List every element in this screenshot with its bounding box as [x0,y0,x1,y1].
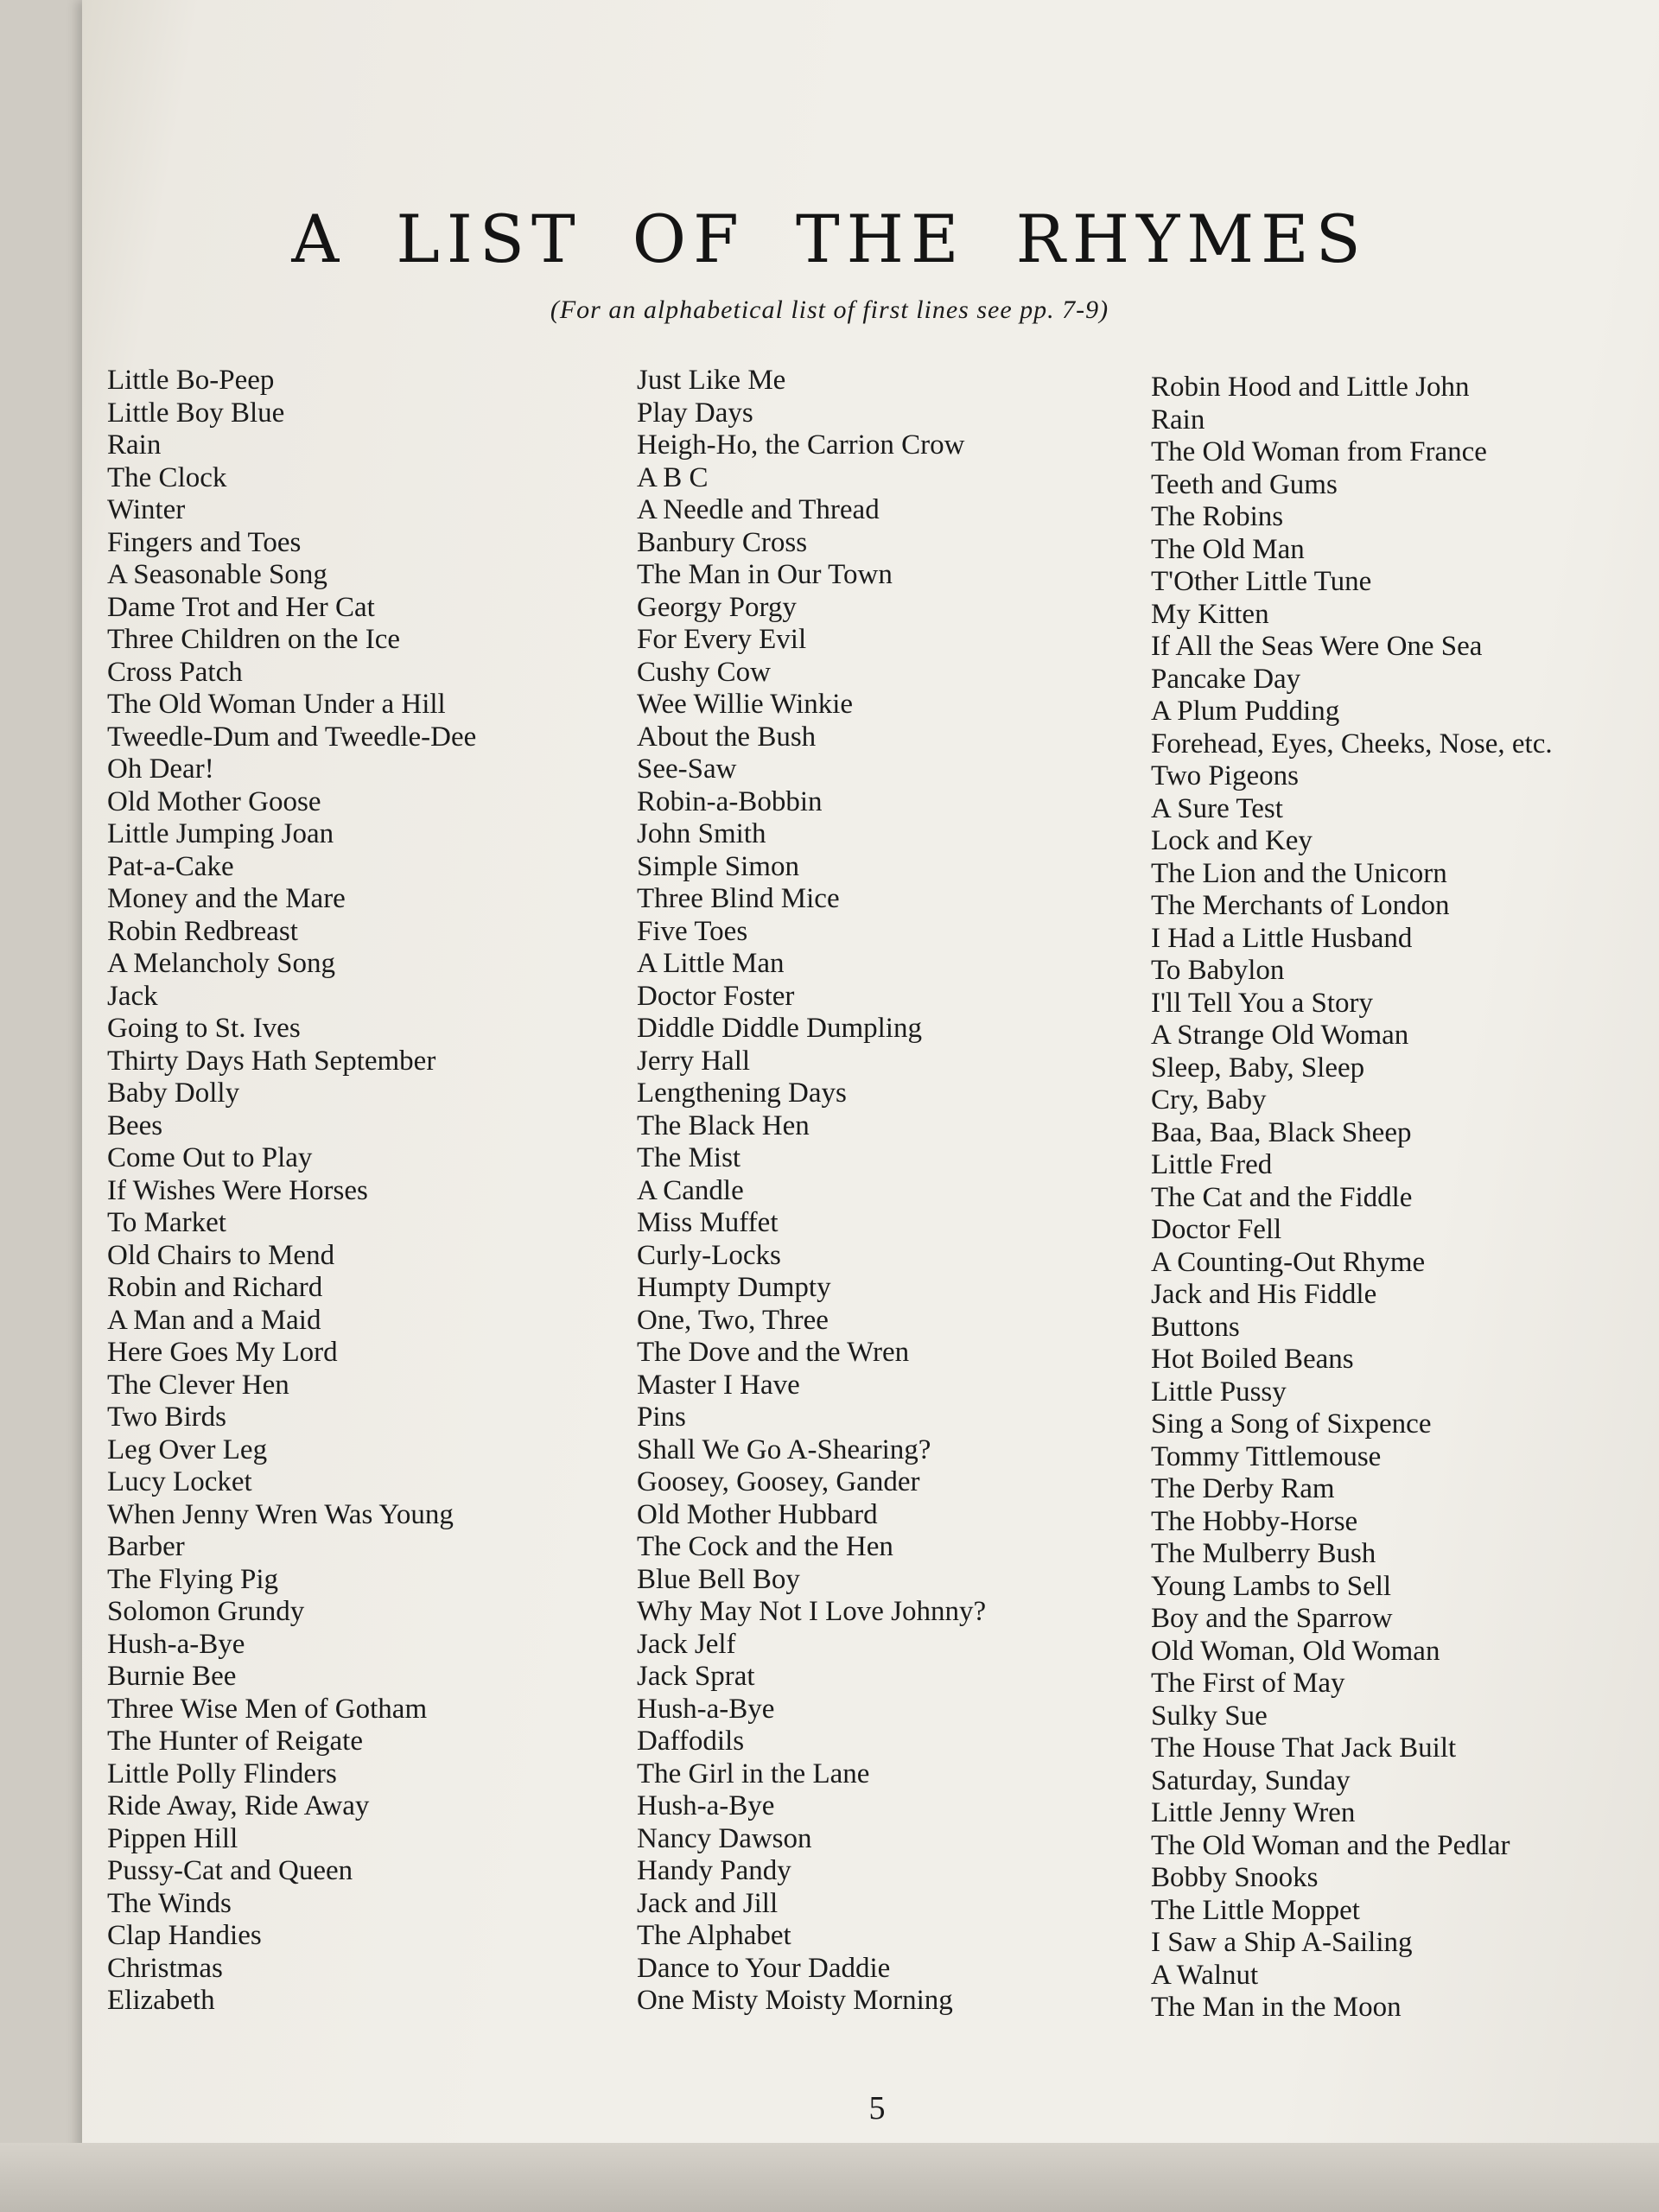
rhyme-title: Pat-a-Cake [107,850,234,882]
rhyme-title: The Old Man [1151,533,1305,565]
rhyme-title: A Man and a Maid [107,1304,321,1336]
rhyme-title: I Had a Little Husband [1151,922,1413,954]
rhyme-title: Three Blind Mice [637,883,840,914]
rhyme-title: Three Wise Men of Gotham [107,1693,428,1725]
rhyme-title: Little Polly Flinders [107,1758,337,1789]
rhyme-title: The Man in the Moon [1151,1992,1402,2023]
rhyme-title: Little Fred [1151,1149,1273,1180]
rhyme-title: Play Days [637,397,753,429]
rhyme-title: Forehead, Eyes, Cheeks, Nose, etc. [1151,728,1553,760]
rhyme-title: Two Birds [107,1402,226,1433]
rhyme-title: T'Other Little Tune [1151,566,1372,597]
rhyme-title: The House That Jack Built [1151,1732,1457,1764]
rhyme-title: Hush-a-Bye [637,1693,775,1725]
rhyme-title: Sulky Sue [1151,1700,1268,1732]
rhyme-title: A Needle and Thread [637,494,880,525]
rhyme-title: My Kitten [1151,598,1269,630]
rhyme-title: Baa, Baa, Black Sheep [1151,1116,1412,1148]
rhyme-title: Jack Sprat [637,1661,755,1692]
rhyme-title: Hush-a-Bye [107,1628,245,1660]
rhyme-title: The Old Woman and the Pedlar [1151,1829,1510,1861]
rhyme-title: Sleep, Baby, Sleep [1151,1052,1365,1084]
rhyme-title: The Lion and the Unicorn [1151,857,1447,889]
rhyme-title: The Flying Pig [107,1563,279,1595]
rhyme-title: Pussy-Cat and Queen [107,1855,353,1886]
rhyme-title: Goosey, Goosey, Gander [637,1466,920,1497]
rhyme-title: Oh Dear! [107,753,214,785]
rhyme-title: Doctor Fell [1151,1214,1282,1245]
rhyme-title: Elizabeth [107,1985,215,2016]
rhyme-title: Daffodils [637,1726,745,1757]
rhyme-title: Fingers and Toes [107,526,302,558]
rhyme-title: Dame Trot and Her Cat [107,591,375,623]
rhyme-title: Tommy Tittlemouse [1151,1440,1382,1472]
rhyme-title: The Merchants of London [1151,890,1450,921]
rhyme-title: For Every Evil [637,624,807,655]
rhyme-title: Two Pigeons [1151,760,1299,791]
rhyme-title: I'll Tell You a Story [1151,987,1373,1019]
rhyme-title: The Girl in the Lane [637,1758,870,1789]
rhyme-title: The Black Hen [637,1109,810,1141]
rhyme-title: Hot Boiled Beans [1151,1344,1354,1375]
rhyme-title: Nancy Dawson [637,1822,812,1854]
rhyme-title: A B C [637,461,709,493]
rhyme-title: Wee Willie Winkie [637,689,854,720]
rhyme-title: One, Two, Three [637,1304,829,1336]
rhyme-title: Baby Dolly [107,1077,240,1109]
rhyme-title: Doctor Foster [637,980,795,1012]
rhyme-title: Banbury Cross [637,526,808,558]
rhyme-title: Old Mother Goose [107,785,321,817]
rhyme-title: Rain [107,429,162,461]
rhyme-title: Clap Handies [107,1920,262,1951]
rhyme-title: A Plum Pudding [1151,696,1340,727]
rhyme-title: Miss Muffet [637,1207,779,1238]
rhyme-title: If All the Seas Were One Sea [1151,631,1483,662]
page-subtitle: (For an alphabetical list of first lines see pp. 7-9) [550,296,1109,324]
rhyme-title: Little Boy Blue [107,397,285,429]
rhyme-title: Come Out to Play [107,1142,313,1173]
rhyme-title: A Strange Old Woman [1151,1020,1409,1051]
rhyme-title: Little Bo-Peep [107,365,275,396]
rhyme-title: Three Children on the Ice [107,624,401,655]
rhyme-title: To Babylon [1151,955,1285,986]
rhyme-title: Boy and the Sparrow [1151,1603,1393,1634]
rhyme-title: Georgy Porgy [637,591,797,623]
rhyme-title: The Cat and the Fiddle [1151,1181,1413,1213]
rhyme-title: The Hobby-Horse [1151,1505,1358,1537]
rhyme-title: Master I Have [637,1369,800,1401]
rhyme-title: Going to St. Ives [107,1013,301,1044]
rhyme-title: Lengthening Days [637,1077,847,1109]
rhyme-title: Handy Pandy [637,1855,791,1886]
rhyme-title: Tweedle-Dum and Tweedle-Dee [107,721,477,753]
rhyme-title: Why May Not I Love Johnny? [637,1596,987,1627]
rhyme-title: The Clever Hen [107,1369,289,1401]
rhyme-title: One Misty Moisty Morning [637,1985,953,2016]
rhyme-title: Pancake Day [1151,663,1301,695]
rhyme-title: A Melancholy Song [107,948,335,979]
rhyme-title: Old Mother Hubbard [637,1498,878,1530]
rhyme-title: Pippen Hill [107,1822,238,1854]
rhyme-title: A Sure Test [1151,792,1283,824]
rhyme-title: Little Jumping Joan [107,818,334,849]
rhyme-title: Diddle Diddle Dumpling [637,1013,922,1044]
rhyme-title: Jack and His Fiddle [1151,1279,1377,1310]
rhyme-title: The Clock [107,461,227,493]
rhyme-title: Jack and Jill [637,1887,779,1919]
rhyme-title: Young Lambs to Sell [1151,1570,1392,1602]
rhyme-title: Ride Away, Ride Away [107,1790,370,1821]
rhyme-title: Shall We Go A-Shearing? [637,1433,931,1465]
rhyme-title: Sing a Song of Sixpence [1151,1408,1432,1440]
rhyme-title: Just Like Me [637,365,786,396]
rhyme-title: See-Saw [637,753,737,785]
rhyme-title: The Old Woman Under a Hill [107,689,446,720]
rhyme-title: Old Woman, Old Woman [1151,1635,1440,1667]
rhyme-title: Saturday, Sunday [1151,1764,1351,1796]
rhyme-column-2 [637,365,986,2018]
rhyme-title: Dance to Your Daddie [637,1952,891,1984]
rhyme-title: Jerry Hall [637,1045,751,1077]
rhyme-title: Blue Bell Boy [637,1563,800,1595]
rhyme-title: The Winds [107,1887,232,1919]
rhyme-title: Little Jenny Wren [1151,1797,1356,1828]
rhyme-title: A Counting-Out Rhyme [1151,1246,1426,1278]
rhyme-title: The Hunter of Reigate [107,1726,363,1757]
rhyme-title: The Derby Ram [1151,1473,1335,1504]
rhyme-title: Curly-Locks [637,1239,781,1271]
rhyme-title: Robin-a-Bobbin [637,785,823,817]
rhyme-title: Cross Patch [107,656,243,688]
rhyme-title: Heigh-Ho, the Carrion Crow [637,429,965,461]
page-edge [0,2143,1659,2212]
rhyme-title: Bees [107,1109,163,1141]
rhyme-title: Winter [107,494,186,525]
rhyme-title: Thirty Days Hath September [107,1045,436,1077]
rhyme-title: The Robins [1151,501,1284,532]
rhyme-title: Cushy Cow [637,656,771,688]
rhyme-title: Solomon Grundy [107,1596,305,1627]
rhyme-title: The Little Moppet [1151,1894,1360,1926]
rhyme-title: The Mulberry Bush [1151,1538,1376,1569]
rhyme-title: Little Pussy [1151,1376,1287,1408]
rhyme-title: Bobby Snooks [1151,1862,1319,1893]
rhyme-title: Christmas [107,1952,223,1984]
rhyme-title: Humpty Dumpty [637,1272,831,1303]
rhyme-title: To Market [107,1207,226,1238]
rhyme-title: Barber [107,1531,185,1562]
rhyme-title: A Candle [637,1174,744,1206]
page-number: 5 [868,2090,886,2126]
rhyme-title: Jack Jelf [637,1628,736,1660]
rhyme-title: The First of May [1151,1668,1345,1699]
rhyme-title: A Seasonable Song [107,559,327,590]
rhyme-title: Robin and Richard [107,1272,323,1303]
rhyme-title: Cry, Baby [1151,1084,1267,1116]
rhyme-title: Robin Redbreast [107,915,298,947]
rhyme-title: Jack [107,980,158,1012]
rhyme-title: Leg Over Leg [107,1433,268,1465]
rhyme-title: The Dove and the Wren [637,1337,910,1368]
rhyme-title: Rain [1151,404,1205,435]
rhyme-title: I Saw a Ship A-Sailing [1151,1927,1413,1958]
rhyme-title: John Smith [637,818,766,849]
rhyme-title: The Cock and the Hen [637,1531,893,1562]
rhyme-title: Buttons [1151,1311,1240,1343]
rhyme-title: About the Bush [637,721,817,753]
rhyme-title: The Mist [637,1142,741,1173]
rhyme-title: If Wishes Were Horses [107,1174,368,1206]
rhyme-title: Hush-a-Bye [637,1790,775,1821]
rhyme-title: Five Toes [637,915,748,947]
rhyme-title: Lucy Locket [107,1466,252,1497]
rhyme-title: Simple Simon [637,850,799,882]
rhyme-title: The Alphabet [637,1920,791,1951]
page-title: A LIST OF THE RHYMES [291,200,1368,277]
rhyme-title: Here Goes My Lord [107,1337,338,1368]
rhyme-title: A Walnut [1151,1959,1259,1991]
rhyme-title: The Man in Our Town [637,559,893,590]
rhyme-title: Pins [637,1402,686,1433]
rhyme-title: A Little Man [637,948,785,979]
rhyme-title: Old Chairs to Mend [107,1239,335,1271]
rhyme-title: Lock and Key [1151,825,1313,856]
rhyme-title: When Jenny Wren Was Young [107,1498,454,1530]
rhyme-title: The Old Woman from France [1151,436,1487,467]
rhyme-title: Teeth and Gums [1151,468,1338,500]
rhyme-title: Money and the Mare [107,883,346,914]
rhyme-column-1 [107,365,476,2018]
rhyme-title: Robin Hood and Little John [1151,372,1470,403]
rhyme-column-3 [1151,372,1553,2024]
rhyme-title: Burnie Bee [107,1661,237,1692]
